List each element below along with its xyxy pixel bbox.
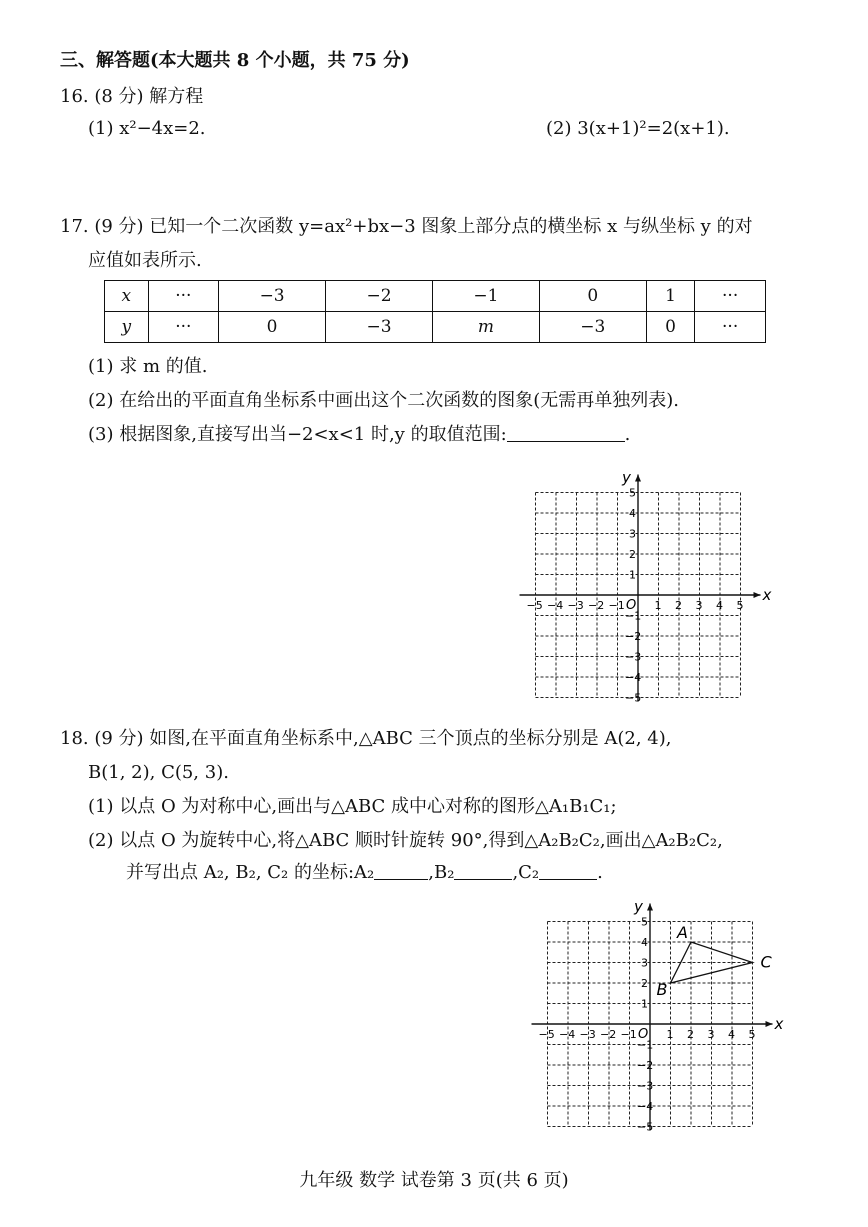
- vertex-label-a: A: [677, 923, 688, 942]
- q17-sub3-end: .: [624, 424, 631, 445]
- page-footer: 九年级 数学 试卷第 3 页(共 6 页): [299, 1170, 569, 1191]
- y-tick-label: −4: [625, 671, 642, 684]
- answer-blank-b2[interactable]: [454, 863, 512, 880]
- x-tick-label: −5: [526, 599, 543, 612]
- x-tick-label: 5: [736, 599, 744, 612]
- y-tick-label: 1: [641, 997, 648, 1011]
- value-table: [104, 280, 766, 343]
- y-tick-label: −2: [625, 630, 642, 643]
- answer-blank-a2[interactable]: [374, 863, 428, 880]
- q18-sub3-text: 并写出点 A₂, B₂, C₂ 的坐标:A₂: [126, 862, 375, 883]
- q16-part2: (2) 3(x+1)²=2(x+1).: [546, 118, 730, 139]
- q18-sub3-b: ,B₂: [428, 862, 455, 883]
- y-tick-label: 1: [629, 568, 636, 582]
- table-cell: −3: [539, 312, 646, 343]
- q17-sub3: [88, 424, 630, 446]
- y-tick-label: −4: [637, 1100, 654, 1113]
- x-tick-label: −1: [608, 599, 625, 612]
- x-axis-label: x: [774, 1015, 784, 1033]
- table-cell: y: [105, 312, 149, 343]
- coordinate-grid-1: [518, 452, 788, 702]
- x-axis-arrow: [754, 592, 761, 598]
- table-cell: 0: [539, 281, 646, 312]
- q16-heading: 16. (8 分) 解方程: [60, 86, 204, 107]
- y-tick-label: 3: [641, 956, 648, 970]
- y-tick-label: 3: [629, 527, 636, 541]
- y-axis-label: y: [634, 897, 643, 916]
- answer-blank[interactable]: [507, 425, 625, 442]
- table-cell: −3: [219, 281, 326, 312]
- table-cell: −3: [326, 312, 433, 343]
- q18-sub2: (2) 以点 O 为旋转中心,将△ABC 顺时针旋转 90°,得到△A₂B₂C₂,画出△A₂B₂C₂,: [88, 830, 723, 851]
- y-tick-label: −2: [637, 1059, 654, 1072]
- x-tick-label: −4: [547, 599, 564, 612]
- x-tick-label: 5: [748, 1028, 756, 1041]
- x-tick-label: −1: [620, 1028, 637, 1041]
- x-tick-label: 1: [666, 1028, 674, 1041]
- q18-line2: B(1, 2), C(5, 3).: [88, 762, 229, 783]
- table-row-x: [105, 281, 766, 312]
- x-tick-label: −2: [600, 1028, 617, 1041]
- x-tick-label: 3: [707, 1028, 715, 1041]
- q18-sub3-c: ,C₂: [512, 862, 540, 883]
- x-axis-arrow: [766, 1021, 773, 1027]
- y-axis-arrow: [635, 475, 641, 482]
- section-heading: 三、解答题(本大题共 8 个小题，共 75 分): [60, 50, 410, 71]
- table-cell: −1: [432, 281, 539, 312]
- q17-line1: 17. (9 分) 已知一个二次函数 y=ax²+bx−3 图象上部分点的横坐标 x 与纵坐标 y 的对: [60, 216, 753, 237]
- coordinate-grid-2: [518, 884, 788, 1134]
- table-cell: ···: [148, 281, 219, 312]
- y-tick-label: 2: [629, 548, 636, 561]
- q17-sub3-text: (3) 根据图象,直接写出当−2<x<1 时,y 的取值范围:: [88, 424, 507, 445]
- table-cell: ···: [695, 281, 766, 312]
- table-cell: −2: [326, 281, 433, 312]
- x-tick-label: −3: [579, 1028, 596, 1041]
- q18-sub3-end: .: [597, 862, 603, 883]
- origin-label: O: [626, 598, 637, 613]
- table-cell: x: [105, 281, 149, 312]
- y-tick-label: 4: [641, 936, 648, 949]
- x-tick-label: 3: [695, 599, 703, 612]
- y-tick-label: −1: [637, 1038, 654, 1052]
- x-tick-label: 4: [716, 599, 723, 612]
- q17-sub1: (1) 求 m 的值.: [88, 356, 208, 377]
- y-axis-label: y: [622, 468, 631, 487]
- origin-label: O: [638, 1027, 649, 1042]
- table-row-y: [105, 312, 766, 343]
- q18-sub3: [126, 862, 603, 884]
- vertex-label-c: C: [760, 952, 772, 972]
- answer-blank-c2[interactable]: [539, 863, 597, 880]
- table-cell: 1: [646, 281, 695, 312]
- x-tick-label: 2: [675, 599, 682, 612]
- y-tick-label: −3: [625, 650, 642, 664]
- x-tick-label: −2: [588, 599, 605, 612]
- x-tick-label: 4: [728, 1028, 735, 1041]
- y-tick-label: 5: [641, 915, 648, 929]
- table-cell: ···: [148, 312, 219, 343]
- y-tick-label: −3: [637, 1079, 654, 1093]
- x-tick-label: −5: [538, 1028, 555, 1041]
- x-tick-label: −3: [567, 599, 584, 612]
- table-cell: 0: [646, 312, 695, 343]
- x-tick-label: 1: [654, 599, 662, 612]
- table-cell: 0: [219, 312, 326, 343]
- y-axis-arrow: [647, 904, 653, 911]
- q18-line1: 18. (9 分) 如图,在平面直角坐标系中,△ABC 三个顶点的坐标分别是 A(2, 4),: [60, 728, 672, 749]
- y-tick-label: 2: [641, 977, 648, 990]
- x-axis-label: x: [762, 586, 772, 604]
- x-tick-label: 2: [687, 1028, 694, 1041]
- q17-line2: 应值如表所示.: [88, 250, 202, 271]
- vertex-label-b: B: [656, 980, 668, 999]
- q16-part1: (1) x²−4x=2.: [88, 118, 206, 139]
- q18-sub1: (1) 以点 O 为对称中心,画出与△ABC 成中心对称的图形△A₁B₁C₁;: [88, 796, 617, 817]
- y-tick-label: −5: [625, 691, 642, 702]
- y-tick-label: 5: [629, 486, 636, 500]
- y-tick-label: −5: [637, 1120, 654, 1134]
- y-tick-label: −1: [625, 609, 642, 623]
- y-tick-label: 4: [629, 507, 636, 520]
- q17-sub2: (2) 在给出的平面直角坐标系中画出这个二次函数的图象(无需再单独列表).: [88, 390, 679, 411]
- table-cell: ···: [695, 312, 766, 343]
- table-cell: m: [432, 312, 539, 343]
- x-tick-label: −4: [559, 1028, 576, 1041]
